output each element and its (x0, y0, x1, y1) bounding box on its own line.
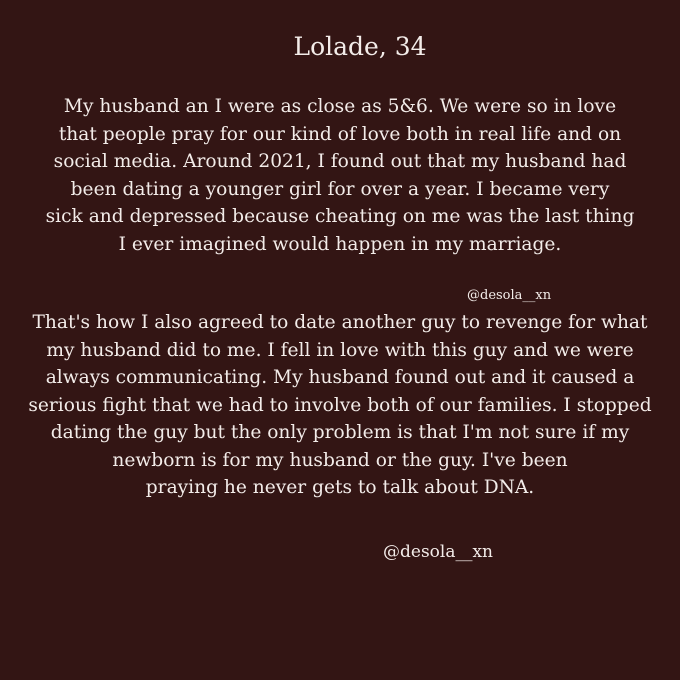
story-paragraph-1 (0, 93, 680, 258)
story-title: Lolade, 34 (293, 32, 427, 61)
story-line: been dating a younger girl for over a year. I became very (70, 178, 610, 200)
story-line: I ever imagined would happen in my marriage. (118, 233, 562, 255)
story-line: sick and depressed because cheating on me was the last thing (45, 206, 635, 227)
story-line: always communicating. My husband found out and it caused a (45, 367, 635, 388)
watermark-handle-small: @desola__xn (467, 288, 552, 303)
story-line: newborn is for my husband or the guy. I've been (112, 449, 568, 471)
story-line: dating the guy but the only problem is that I'm not sure if my (50, 422, 630, 443)
watermark-handle: @desola__xn (383, 542, 494, 562)
story-line: serious fight that we had to involve both of our families. I stopped (28, 394, 652, 416)
story-line: My husband an I were as close as 5&6. We were so in love (63, 96, 617, 117)
story-line: social media. Around 2021, I found out that my husband had (53, 151, 627, 172)
story-line: my husband did to me. I fell in love with this guy and we were (46, 339, 634, 361)
story-line: praying he never gets to talk about DNA. (145, 477, 535, 498)
story-line: that people pray for our kind of love both in real life and on (58, 123, 622, 145)
story-paragraph-2 (0, 309, 680, 502)
story-line: That's how I also agreed to date another guy to revenge for what (32, 312, 648, 333)
